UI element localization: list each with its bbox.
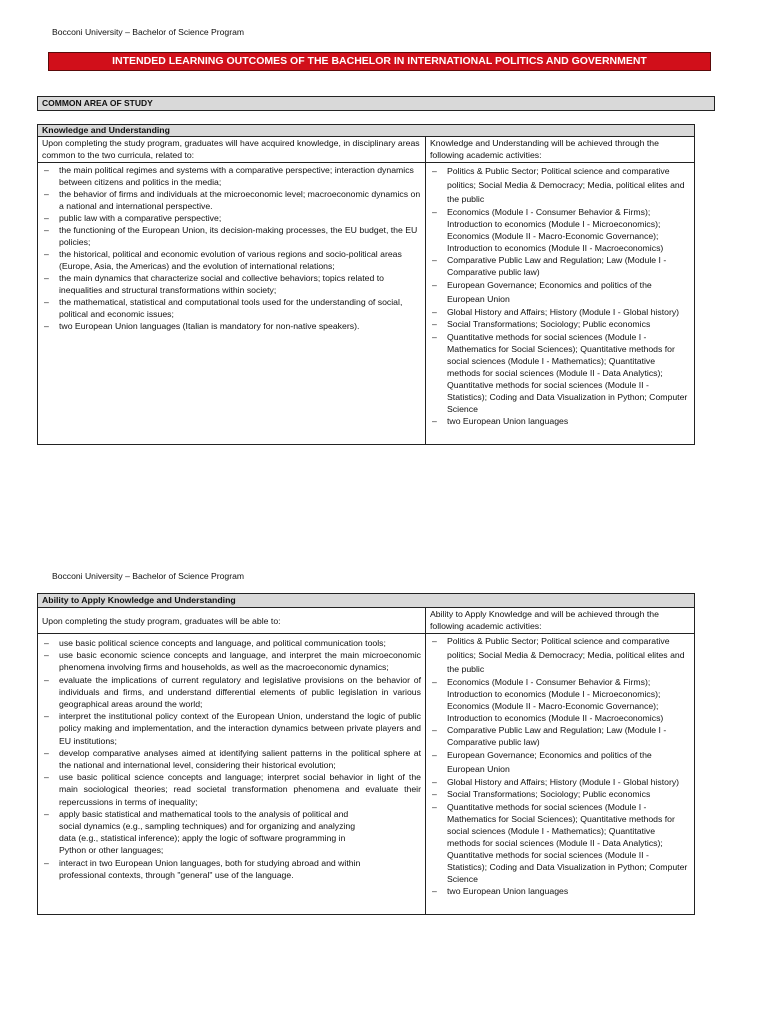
- list-item: – evaluate the implications of current regulatory and legislative provisions on the behavior of individuals and firms, and understand differential elements of public legislation in various geographical areas around the world;: [59, 674, 421, 711]
- outcomes-cell: [38, 634, 426, 914]
- table-heading: Knowledge and Understanding: [38, 125, 694, 137]
- table-body-row: [38, 162, 694, 444]
- list-item: – European Governance; Economics and politics of the European Union: [447, 748, 690, 776]
- applying-table: [37, 593, 695, 915]
- list-item: – Comparative Public Law and Regulation; Law (Module I - Comparative public law): [447, 254, 690, 278]
- list-item: – the functioning of the European Union, its decision-making processes, the EU budget, the EU policies;: [59, 224, 421, 248]
- list-item: – public law with a comparative perspective;: [59, 212, 421, 224]
- list-item: – the historical, political and economic evolution of various regions and socio-political areas (Europe, Asia, the Americas) and the evolution of international relations;: [59, 248, 421, 272]
- list-item: – Quantitative methods for social sciences (Module I - Mathematics for Social Sciences); Quantitative methods for social sciences (Module I - Mathematics); Quantitative methods for social sciences (Module II - Data Analytics); Quantitative methods for social sciences (Module II - Statistics); Coding and Data Visualization in Python; Computer Science: [447, 331, 690, 415]
- list-item: – interpret the institutional policy context of the European Union, understand the logic of public policy making and implementation, and the interaction dynamics between private players and EU institutions;: [59, 710, 421, 747]
- activities-intro: Knowledge and Understanding will be achieved through the following academic activities:: [430, 138, 659, 160]
- list-item: – Politics & Public Sector; Political science and comparative politics; Social Media & Democracy; Media, political elites and the public: [447, 164, 690, 206]
- list-item: – two European Union languages: [447, 415, 690, 427]
- list-item: – European Governance; Economics and politics of the European Union: [447, 278, 690, 306]
- list-item: – use basic economic science concepts and language, and interpret the main microeconomic phenomena involving firms and households, as well as the macroeconomic dynamics;: [59, 649, 421, 673]
- table-intro-row: [38, 137, 694, 162]
- activities-intro: Ability to Apply Knowledge and will be achieved through the following academic activities:: [430, 609, 659, 631]
- list-item: – Social Transformations; Sociology; Public economics: [447, 788, 690, 801]
- outcomes-list: [38, 634, 425, 883]
- document-title-banner: INTENDED LEARNING OUTCOMES OF THE BACHELOR IN INTERNATIONAL POLITICS AND GOVERNMENT: [48, 52, 711, 71]
- list-item: – develop comparative analyses aimed at identifying salient patterns in the political sphere at the national and international level, considering their historical evolution;: [59, 747, 421, 771]
- list-item: – the behavior of firms and individuals at the microeconomic level; macroeconomic dynamics on a national and international perspective.: [59, 188, 421, 212]
- outcomes-intro-text: Upon completing the study program, graduates will be able to:: [42, 615, 281, 626]
- list-item: – interact in two European Union languages, both for studying abroad and within professional contexts, through "general" use of the language.: [59, 857, 421, 881]
- list-item: – two European Union languages: [447, 885, 690, 897]
- outcomes-list: [38, 163, 425, 334]
- list-item: – the main dynamics that characterize social and collective behaviors; topics related to inequalities and structural transformations within society;: [59, 272, 421, 296]
- list-item: – Global History and Affairs; History (Module I - Global history): [447, 776, 690, 788]
- outcomes-intro: [38, 608, 426, 633]
- list-item: – Comparative Public Law and Regulation; Law (Module I - Comparative public law): [447, 724, 690, 748]
- activities-list: [426, 163, 694, 429]
- list-item: – use basic political science concepts and language; interpret social behavior in light of the main sociological theories; read societal transformation phenomena and evaluate their repercussions in terms of inequality;: [59, 771, 421, 808]
- list-item: – apply basic statistical and mathematical tools to the analysis of political and social dynamics (e.g., sampling techniques) and for organizing and analyzing data (e.g., statistical inference); apply the logic of software programming in Python or other languages;: [59, 808, 421, 857]
- section-title: COMMON AREA OF STUDY: [37, 96, 715, 111]
- running-header: Bocconi University – Bachelor of Science Program: [52, 27, 245, 37]
- list-item: – Social Transformations; Sociology; Public economics: [447, 318, 690, 331]
- list-item: – Global History and Affairs; History (Module I - Global history): [447, 306, 690, 318]
- table-heading: Ability to Apply Knowledge and Understanding: [38, 594, 694, 608]
- outcomes-intro: Upon completing the study program, graduates will have acquired knowledge, in disciplinary areas common to the two curricula, related to:: [38, 137, 426, 162]
- activities-cell: [426, 634, 694, 914]
- knowledge-table: [37, 124, 695, 445]
- list-item: – Economics (Module I - Consumer Behavior & Firms); Introduction to economics (Module I - Microeconomics); Economics (Module II - Macro-Economic Governance); Introduction to economics (Module II - Macroeconomics): [447, 206, 690, 254]
- list-item: – Politics & Public Sector; Political science and comparative politics; Social Media & Democracy; Media, political elites and the public: [447, 634, 690, 676]
- activities-list: [426, 634, 694, 899]
- list-item: – Economics (Module I - Consumer Behavior & Firms); Introduction to economics (Module I - Microeconomics); Economics (Module II - Macro-Economic Governance); Introduction to economics (Module II - Macroeconomics): [447, 676, 690, 724]
- activities-cell: [426, 163, 694, 444]
- running-header: Bocconi University – Bachelor of Science Program: [52, 571, 245, 581]
- list-item: – Quantitative methods for social sciences (Module I - Mathematics for Social Sciences); Quantitative methods for social sciences (Module I - Mathematics); Quantitative methods for social sciences (Module II - Data Analytics); Quantitative methods for social sciences (Module II - Statistics); Coding and Data Visualization in Python; Computer Science: [447, 801, 690, 885]
- outcomes-cell: [38, 163, 426, 444]
- table-intro-row: [38, 608, 694, 633]
- list-item: – the main political regimes and systems with a comparative perspective; interaction dynamics between citizens and politics in the media;: [59, 164, 421, 188]
- list-item: – use basic political science concepts and language, and political communication tools;: [59, 637, 421, 649]
- list-item: – the mathematical, statistical and computational tools used for the understanding of social, political and economic issues;: [59, 296, 421, 320]
- list-item: – two European Union languages (Italian is mandatory for non-native speakers).: [59, 320, 421, 332]
- table-body-row: [38, 633, 694, 914]
